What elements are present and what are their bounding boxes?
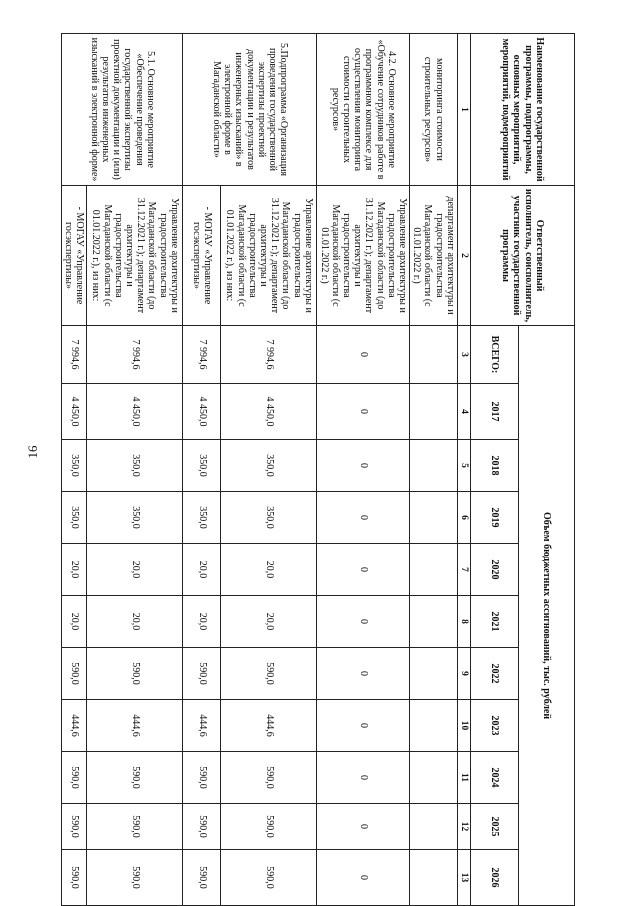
value-cell: 590,0 bbox=[87, 648, 183, 700]
value-cell: 20,0 bbox=[221, 544, 317, 596]
row-responsible: Управление архитектуры и градостроительства Магаданской области (до 31.12.2021 г.); департамент архитектуры и градостроительства Магаданской области (с 01.01.2022 г.), из них: bbox=[221, 186, 317, 326]
header-volume: Объем бюджетных ассигнований, тыс. рублей bbox=[519, 326, 575, 906]
value-cell: 350,0 bbox=[221, 440, 317, 492]
value-cell: 590,0 bbox=[62, 850, 87, 906]
value-cell: 7 994,6 bbox=[221, 326, 317, 384]
row-name: 4.2. Основное мероприятие «Обучение сотрудников работе в программном комплексе для осуществления мониторинга стоимости строительных ресурсов» bbox=[317, 34, 410, 186]
table-row bbox=[410, 34, 458, 906]
row-responsible: департамент архитектуры и градостроительства Магаданской области (с 01.01.2022 г.) bbox=[410, 186, 458, 326]
value-cell bbox=[410, 804, 458, 850]
value-cell bbox=[410, 384, 458, 440]
value-cell: 350,0 bbox=[87, 440, 183, 492]
value-cell bbox=[410, 326, 458, 384]
value-cell: 590,0 bbox=[221, 804, 317, 850]
value-cell: 590,0 bbox=[87, 850, 183, 906]
header-year-2025: 2025 bbox=[471, 804, 519, 850]
value-cell: 590,0 bbox=[62, 804, 87, 850]
row-responsible: Управление архитектуры и градостроительства Магаданской области (до 31.12.2021 г.); департамент архитектуры и градостроительства Магаданской области (с 01.01.2022 г.) bbox=[317, 186, 410, 326]
value-cell: 0 bbox=[317, 326, 410, 384]
value-cell: 350,0 bbox=[87, 492, 183, 544]
page-number: 16 bbox=[25, 445, 40, 459]
header-year-2020: 2020 bbox=[471, 544, 519, 596]
header-year-2021: 2021 bbox=[471, 596, 519, 648]
col-number: 1 bbox=[458, 34, 471, 186]
value-cell: 7 994,6 bbox=[62, 326, 87, 384]
value-cell: 0 bbox=[317, 596, 410, 648]
value-cell: 20,0 bbox=[62, 544, 87, 596]
value-cell: 590,0 bbox=[87, 804, 183, 850]
value-cell: 350,0 bbox=[183, 492, 221, 544]
header-year-2024: 2024 bbox=[471, 752, 519, 804]
value-cell: 590,0 bbox=[62, 752, 87, 804]
value-cell: 590,0 bbox=[183, 752, 221, 804]
header-year-2018: 2018 bbox=[471, 440, 519, 492]
col-number: 6 bbox=[458, 492, 471, 544]
budget-table bbox=[61, 33, 575, 906]
value-cell bbox=[410, 544, 458, 596]
value-cell: 0 bbox=[317, 440, 410, 492]
value-cell: 20,0 bbox=[183, 544, 221, 596]
value-cell: 20,0 bbox=[183, 596, 221, 648]
col-number: 8 bbox=[458, 596, 471, 648]
value-cell: 0 bbox=[317, 804, 410, 850]
col-number: 3 bbox=[458, 326, 471, 384]
value-cell: 444,6 bbox=[87, 700, 183, 752]
value-cell: 4 450,0 bbox=[221, 384, 317, 440]
value-cell: 20,0 bbox=[221, 596, 317, 648]
value-cell: 590,0 bbox=[62, 648, 87, 700]
value-cell: 590,0 bbox=[183, 850, 221, 906]
value-cell: 0 bbox=[317, 648, 410, 700]
header-responsible: Ответственный исполнитель, соисполнитель, участник государственной программы bbox=[471, 186, 575, 326]
value-cell: 7 994,6 bbox=[183, 326, 221, 384]
col-number: 10 bbox=[458, 700, 471, 752]
value-cell bbox=[410, 752, 458, 804]
value-cell: 590,0 bbox=[221, 850, 317, 906]
value-cell: 0 bbox=[317, 850, 410, 906]
table-row bbox=[87, 34, 183, 906]
row-name: 5.Подпрограмма «Организация проведения государственной экспертизы проектной документации и результатов инженерных изысканий» в электронной форме в Магаданской области» bbox=[183, 34, 317, 186]
rotated-table-container bbox=[35, 33, 575, 905]
col-number: 12 bbox=[458, 804, 471, 850]
table-row bbox=[221, 34, 317, 906]
value-cell: 4 450,0 bbox=[62, 384, 87, 440]
value-cell bbox=[410, 440, 458, 492]
value-cell: 7 994,6 bbox=[87, 326, 183, 384]
header-year-2023: 2023 bbox=[471, 700, 519, 752]
value-cell: 350,0 bbox=[62, 492, 87, 544]
value-cell: 444,6 bbox=[62, 700, 87, 752]
col-number: 5 bbox=[458, 440, 471, 492]
header-year-2017: 2017 bbox=[471, 384, 519, 440]
value-cell bbox=[410, 850, 458, 906]
value-cell: 0 bbox=[317, 544, 410, 596]
value-cell: 590,0 bbox=[87, 752, 183, 804]
value-cell bbox=[410, 648, 458, 700]
value-cell: 20,0 bbox=[62, 596, 87, 648]
value-cell: 350,0 bbox=[183, 440, 221, 492]
value-cell bbox=[410, 700, 458, 752]
value-cell: 4 450,0 bbox=[87, 384, 183, 440]
value-cell: 20,0 bbox=[87, 544, 183, 596]
value-cell: 590,0 bbox=[221, 648, 317, 700]
value-cell: 590,0 bbox=[221, 752, 317, 804]
header-year-2026: 2026 bbox=[471, 850, 519, 906]
row-responsible-sub: - МОГАУ «Управление госэкспертизы» bbox=[62, 186, 87, 326]
value-cell bbox=[410, 596, 458, 648]
col-number: 4 bbox=[458, 384, 471, 440]
row-name: 5.1. Основное мероприятие «Обеспечение проведения государственной экспертизы проектной документации и (или) результатов инженерных изысканий в электронной форме» bbox=[62, 34, 183, 186]
col-number: 7 bbox=[458, 544, 471, 596]
value-cell: 0 bbox=[317, 384, 410, 440]
col-number: 11 bbox=[458, 752, 471, 804]
header-name: Наименование государственной программы, подпрограммы, основных мероприятий, мероприятий, подмероприятий bbox=[471, 34, 575, 186]
table-row bbox=[317, 34, 410, 906]
value-cell: 4 450,0 bbox=[183, 384, 221, 440]
value-cell: 444,6 bbox=[221, 700, 317, 752]
col-number: 13 bbox=[458, 850, 471, 906]
value-cell: 350,0 bbox=[62, 440, 87, 492]
row-name: мониторинга стоимости строительных ресурсов» bbox=[410, 34, 458, 186]
column-number-row bbox=[458, 34, 471, 906]
row-responsible: Управление архитектуры и градостроительства Магаданской области (до 31.12.2021 г.); департамент архитектуры и градостроительства Магаданской области (с 01.01.2022 г.), из них: bbox=[87, 186, 183, 326]
header-year-2019: 2019 bbox=[471, 492, 519, 544]
value-cell: 0 bbox=[317, 700, 410, 752]
header-total: ВСЕГО: bbox=[471, 326, 519, 384]
header-year-2022: 2022 bbox=[471, 648, 519, 700]
row-responsible-sub: - МОГАУ «Управление госэкспертизы» bbox=[183, 186, 221, 326]
value-cell: 350,0 bbox=[221, 492, 317, 544]
value-cell: 20,0 bbox=[87, 596, 183, 648]
value-cell bbox=[410, 492, 458, 544]
col-number: 9 bbox=[458, 648, 471, 700]
value-cell: 590,0 bbox=[183, 804, 221, 850]
value-cell: 590,0 bbox=[183, 648, 221, 700]
value-cell: 444,6 bbox=[183, 700, 221, 752]
col-number: 2 bbox=[458, 186, 471, 326]
value-cell: 0 bbox=[317, 752, 410, 804]
value-cell: 0 bbox=[317, 492, 410, 544]
